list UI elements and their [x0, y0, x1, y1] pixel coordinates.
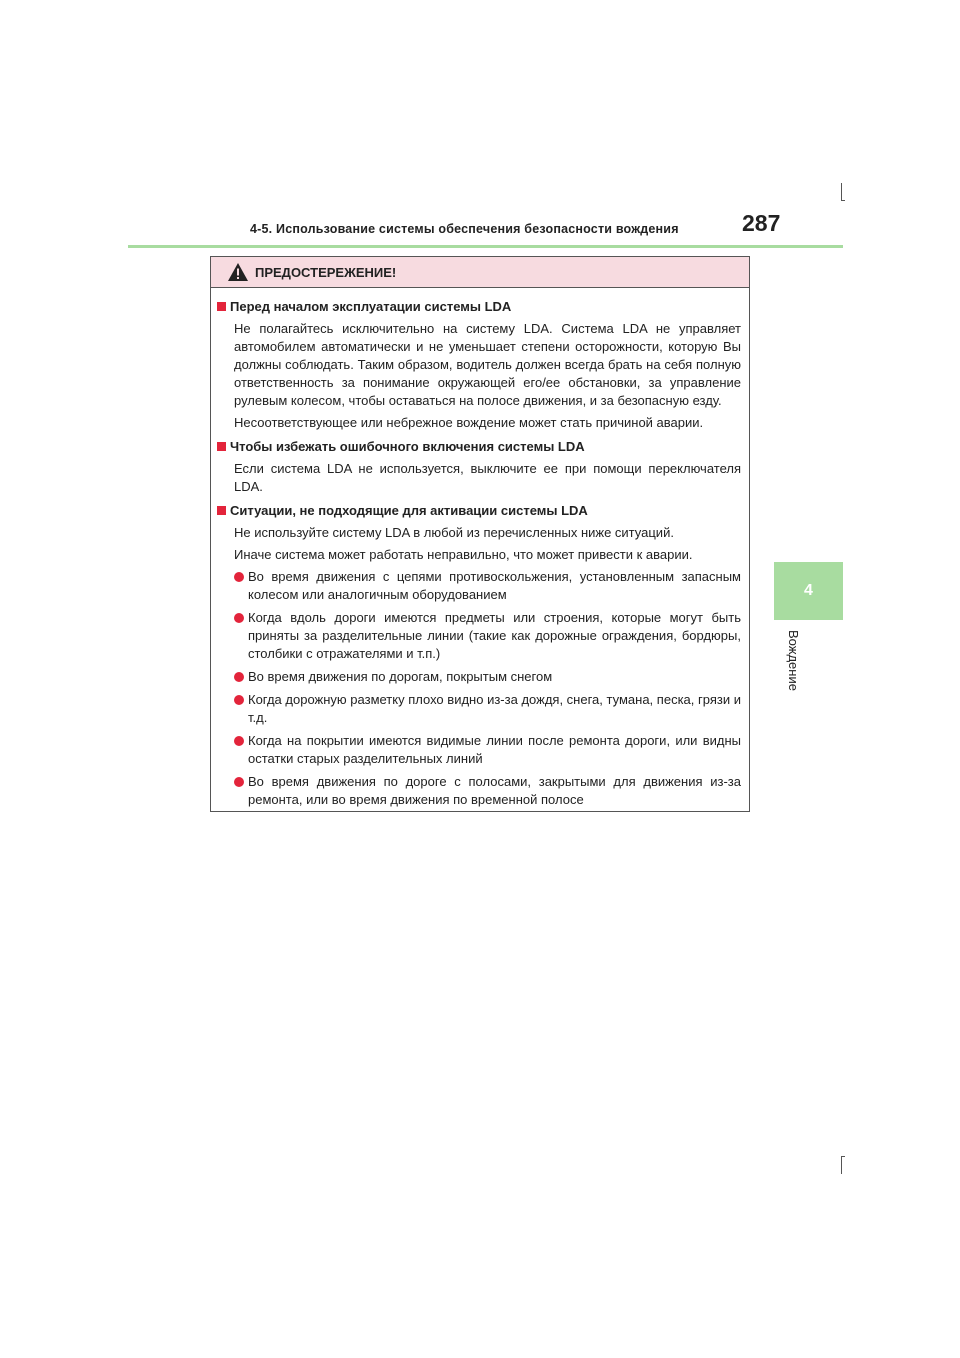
list-item [217, 691, 741, 727]
paragraph: Если система LDA не используется, выключите ее при помощи переключателя LDA. [234, 461, 741, 494]
red-dot-icon [234, 572, 244, 582]
warning-body [211, 288, 749, 809]
red-dot-icon [234, 672, 244, 682]
running-head: 4-5. Использование системы обеспечения безопасности вождения [250, 222, 679, 236]
warning-box [210, 256, 750, 812]
red-square-icon [217, 442, 226, 451]
list-item [217, 732, 741, 768]
paragraph: Несоответствующее или небрежное вождение может стать причиной аварии. [234, 415, 704, 430]
list-item [217, 568, 741, 604]
red-square-icon [217, 506, 226, 515]
chapter-tab [774, 562, 843, 620]
list-item [217, 773, 741, 809]
header-rule [128, 245, 843, 248]
chapter-label: Вождение [786, 630, 801, 691]
paragraph: Иначе система может работать неправильно, что может привести к аварии. [234, 547, 693, 562]
list-item-text: Когда вдоль дороги имеются предметы или строения, которые могут быть приняты за разделительные линии (такие как дорожные ограждения, бордюры, столбики с отражателями и т.п.) [248, 610, 741, 661]
list-item-text: Когда на покрытии имеются видимые линии после ремонта дороги, или видны остатки старых разделительных линий [248, 733, 741, 766]
red-dot-icon [234, 777, 244, 787]
red-dot-icon [234, 736, 244, 746]
warning-title: ПРЕДОСТЕРЕЖЕНИЕ! [255, 264, 397, 280]
page-number: 287 [742, 210, 781, 236]
crop-mark-top [841, 183, 842, 201]
red-square-icon [217, 302, 226, 311]
list-item-text: Во время движения по дороге с полосами, закрытыми для движения из-за ремонта, или во время движения по временной полосе [248, 774, 741, 807]
section-heading-text: Перед началом эксплуатации системы LDA [230, 299, 512, 314]
section-heading [217, 298, 741, 316]
list-item-text: Во время движения с цепями противоскольжения, установленным запасным колесом или аналогичным оборудованием [248, 569, 741, 602]
list-item [217, 609, 741, 663]
section-heading-text: Чтобы избежать ошибочного включения системы LDA [230, 439, 585, 454]
warning-header [211, 257, 749, 288]
list-item [217, 668, 741, 686]
list-item-text: Во время движения по дорогам, покрытым снегом [248, 669, 553, 684]
paragraph: Не полагайтесь исключительно на систему LDA. Система LDA не управляет автомобилем автоматически и не уменьшает степени осторожности, которую Вы должны соблюдать. Таким образом, водитель должен всегда брать на себя полную ответственность за понимание окружающей его/ее обстановки, за управление рулевым колесом, чтобы оставаться на полосе движения, и за безопасную езду. [234, 321, 741, 408]
warning-triangle-icon [227, 262, 249, 282]
red-dot-icon [234, 695, 244, 705]
crop-mark-bottom [841, 1156, 842, 1174]
list-item-text: Когда дорожную разметку плохо видно из-за дождя, снега, тумана, песка, грязи и т.д. [248, 692, 741, 725]
chapter-number: 4 [804, 582, 813, 599]
section-heading [217, 502, 741, 520]
paragraph: Не используйте систему LDA в любой из перечисленных ниже ситуаций. [234, 525, 674, 540]
section-heading [217, 438, 741, 456]
crop-mark-top-tick [841, 200, 845, 201]
red-dot-icon [234, 613, 244, 623]
section-heading-text: Ситуации, не подходящие для активации системы LDA [230, 503, 588, 518]
crop-mark-bottom-tick [841, 1156, 845, 1157]
